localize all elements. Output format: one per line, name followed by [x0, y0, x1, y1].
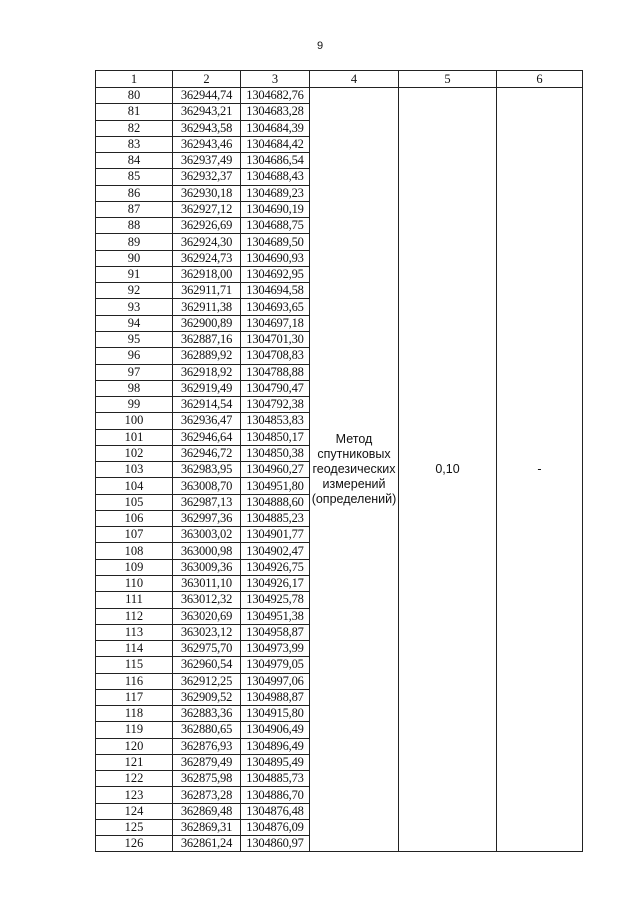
- y-coordinate-cell: 1304792,38: [241, 397, 310, 413]
- x-coordinate-cell: 362946,64: [173, 429, 241, 445]
- x-coordinate-cell: 362983,95: [173, 462, 241, 478]
- y-coordinate-cell: 1304788,88: [241, 364, 310, 380]
- x-coordinate-cell: 362883,36: [173, 706, 241, 722]
- point-number-cell: 120: [96, 738, 173, 754]
- point-number-cell: 126: [96, 836, 173, 852]
- x-coordinate-cell: 362909,52: [173, 689, 241, 705]
- point-number-cell: 106: [96, 510, 173, 526]
- point-number-cell: 104: [96, 478, 173, 494]
- point-number-cell: 93: [96, 299, 173, 315]
- point-number-cell: 122: [96, 771, 173, 787]
- x-coordinate-cell: 363003,02: [173, 527, 241, 543]
- point-number-cell: 97: [96, 364, 173, 380]
- point-number-cell: 92: [96, 283, 173, 299]
- y-coordinate-cell: 1304688,43: [241, 169, 310, 185]
- x-coordinate-cell: 362975,70: [173, 641, 241, 657]
- point-number-cell: 100: [96, 413, 173, 429]
- point-number-cell: 116: [96, 673, 173, 689]
- x-coordinate-cell: 362912,25: [173, 673, 241, 689]
- y-coordinate-cell: 1304683,28: [241, 104, 310, 120]
- x-coordinate-cell: 362873,28: [173, 787, 241, 803]
- point-number-cell: 114: [96, 641, 173, 657]
- x-coordinate-cell: 362861,24: [173, 836, 241, 852]
- x-coordinate-cell: 362924,73: [173, 250, 241, 266]
- point-number-cell: 112: [96, 608, 173, 624]
- x-coordinate-cell: 362879,49: [173, 754, 241, 770]
- method-text-line: измерений: [322, 477, 386, 492]
- y-coordinate-cell: 1304895,49: [241, 754, 310, 770]
- y-coordinate-cell: 1304692,95: [241, 266, 310, 282]
- y-coordinate-cell: 1304790,47: [241, 380, 310, 396]
- y-coordinate-cell: 1304901,77: [241, 527, 310, 543]
- x-coordinate-cell: 362869,48: [173, 803, 241, 819]
- y-coordinate-cell: 1304694,58: [241, 283, 310, 299]
- y-coordinate-cell: 1304973,99: [241, 641, 310, 657]
- point-number-cell: 89: [96, 234, 173, 250]
- y-coordinate-cell: 1304876,09: [241, 819, 310, 835]
- y-coordinate-cell: 1304886,70: [241, 787, 310, 803]
- method-text-line: спутниковых: [317, 447, 391, 462]
- point-number-cell: 107: [96, 527, 173, 543]
- y-coordinate-cell: 1304926,17: [241, 575, 310, 591]
- x-coordinate-cell: 362924,30: [173, 234, 241, 250]
- y-coordinate-cell: 1304888,60: [241, 494, 310, 510]
- y-coordinate-cell: 1304684,42: [241, 136, 310, 152]
- y-coordinate-cell: 1304689,50: [241, 234, 310, 250]
- y-coordinate-cell: 1304979,05: [241, 657, 310, 673]
- y-coordinate-cell: 1304693,65: [241, 299, 310, 315]
- y-coordinate-cell: 1304885,73: [241, 771, 310, 787]
- x-coordinate-cell: 362911,38: [173, 299, 241, 315]
- y-coordinate-cell: 1304850,17: [241, 429, 310, 445]
- method-cell: [310, 88, 399, 852]
- point-number-cell: 99: [96, 397, 173, 413]
- point-number-cell: 123: [96, 787, 173, 803]
- x-coordinate-cell: 362914,54: [173, 397, 241, 413]
- y-coordinate-cell: 1304697,18: [241, 315, 310, 331]
- header-row: [96, 71, 583, 88]
- y-coordinate-cell: 1304876,48: [241, 803, 310, 819]
- y-coordinate-cell: 1304682,76: [241, 88, 310, 104]
- x-coordinate-cell: 363009,36: [173, 559, 241, 575]
- y-coordinate-cell: 1304906,49: [241, 722, 310, 738]
- y-coordinate-cell: 1304885,23: [241, 510, 310, 526]
- point-number-cell: 84: [96, 153, 173, 169]
- x-coordinate-cell: 363011,10: [173, 575, 241, 591]
- point-number-cell: 124: [96, 803, 173, 819]
- point-number-cell: 101: [96, 429, 173, 445]
- y-coordinate-cell: 1304860,97: [241, 836, 310, 852]
- point-number-cell: 83: [96, 136, 173, 152]
- x-coordinate-cell: 362926,69: [173, 218, 241, 234]
- point-number-cell: 82: [96, 120, 173, 136]
- point-number-cell: 85: [96, 169, 173, 185]
- point-number-cell: 91: [96, 266, 173, 282]
- y-coordinate-cell: 1304690,93: [241, 250, 310, 266]
- x-coordinate-cell: 362918,00: [173, 266, 241, 282]
- x-coordinate-cell: 363008,70: [173, 478, 241, 494]
- x-coordinate-cell: 362930,18: [173, 185, 241, 201]
- x-coordinate-cell: 362900,89: [173, 315, 241, 331]
- header-col-5: 5: [399, 71, 497, 88]
- column-6-cell: -: [497, 88, 583, 852]
- precision-cell: 0,10: [399, 88, 497, 852]
- coordinates-table: [95, 70, 583, 852]
- point-number-cell: 105: [96, 494, 173, 510]
- x-coordinate-cell: 362880,65: [173, 722, 241, 738]
- y-coordinate-cell: 1304690,19: [241, 201, 310, 217]
- table-body: [96, 88, 583, 852]
- x-coordinate-cell: 362889,92: [173, 348, 241, 364]
- point-number-cell: 125: [96, 819, 173, 835]
- x-coordinate-cell: 362997,36: [173, 510, 241, 526]
- header-col-2: 2: [173, 71, 241, 88]
- x-coordinate-cell: 362876,93: [173, 738, 241, 754]
- y-coordinate-cell: 1304902,47: [241, 543, 310, 559]
- y-coordinate-cell: 1304686,54: [241, 153, 310, 169]
- x-coordinate-cell: 363020,69: [173, 608, 241, 624]
- point-number-cell: 96: [96, 348, 173, 364]
- x-coordinate-cell: 363012,32: [173, 592, 241, 608]
- y-coordinate-cell: 1304915,80: [241, 706, 310, 722]
- point-number-cell: 121: [96, 754, 173, 770]
- y-coordinate-cell: 1304958,87: [241, 624, 310, 640]
- y-coordinate-cell: 1304951,80: [241, 478, 310, 494]
- point-number-cell: 117: [96, 689, 173, 705]
- method-text-line: (определений): [311, 492, 397, 507]
- point-number-cell: 81: [96, 104, 173, 120]
- method-text-line: Метод: [335, 432, 373, 447]
- point-number-cell: 111: [96, 592, 173, 608]
- point-number-cell: 94: [96, 315, 173, 331]
- point-number-cell: 103: [96, 462, 173, 478]
- x-coordinate-cell: 362911,71: [173, 283, 241, 299]
- point-number-cell: 109: [96, 559, 173, 575]
- point-number-cell: 88: [96, 218, 173, 234]
- point-number-cell: 87: [96, 201, 173, 217]
- x-coordinate-cell: 362919,49: [173, 380, 241, 396]
- point-number-cell: 95: [96, 331, 173, 347]
- x-coordinate-cell: 363023,12: [173, 624, 241, 640]
- page-number: 9: [316, 40, 324, 52]
- point-number-cell: 86: [96, 185, 173, 201]
- header-col-6: 6: [497, 71, 583, 88]
- x-coordinate-cell: 362887,16: [173, 331, 241, 347]
- point-number-cell: 108: [96, 543, 173, 559]
- header-col-1: 1: [96, 71, 173, 88]
- y-coordinate-cell: 1304896,49: [241, 738, 310, 754]
- x-coordinate-cell: 362943,58: [173, 120, 241, 136]
- point-number-cell: 113: [96, 624, 173, 640]
- point-number-cell: 90: [96, 250, 173, 266]
- x-coordinate-cell: 362946,72: [173, 445, 241, 461]
- x-coordinate-cell: 362918,92: [173, 364, 241, 380]
- table-row: [96, 88, 583, 104]
- header-col-4: 4: [310, 71, 399, 88]
- point-number-cell: 80: [96, 88, 173, 104]
- x-coordinate-cell: 362869,31: [173, 819, 241, 835]
- y-coordinate-cell: 1304688,75: [241, 218, 310, 234]
- x-coordinate-cell: 362936,47: [173, 413, 241, 429]
- y-coordinate-cell: 1304988,87: [241, 689, 310, 705]
- point-number-cell: 98: [96, 380, 173, 396]
- y-coordinate-cell: 1304689,23: [241, 185, 310, 201]
- x-coordinate-cell: 363000,98: [173, 543, 241, 559]
- x-coordinate-cell: 362932,37: [173, 169, 241, 185]
- y-coordinate-cell: 1304684,39: [241, 120, 310, 136]
- point-number-cell: 119: [96, 722, 173, 738]
- x-coordinate-cell: 362927,12: [173, 201, 241, 217]
- method-text-line: геодезических: [312, 462, 396, 477]
- point-number-cell: 102: [96, 445, 173, 461]
- point-number-cell: 110: [96, 575, 173, 591]
- y-coordinate-cell: 1304853,83: [241, 413, 310, 429]
- x-coordinate-cell: 362960,54: [173, 657, 241, 673]
- y-coordinate-cell: 1304925,78: [241, 592, 310, 608]
- x-coordinate-cell: 362987,13: [173, 494, 241, 510]
- y-coordinate-cell: 1304926,75: [241, 559, 310, 575]
- y-coordinate-cell: 1304997,06: [241, 673, 310, 689]
- y-coordinate-cell: 1304708,83: [241, 348, 310, 364]
- header-col-3: 3: [241, 71, 310, 88]
- y-coordinate-cell: 1304701,30: [241, 331, 310, 347]
- x-coordinate-cell: 362944,74: [173, 88, 241, 104]
- x-coordinate-cell: 362943,46: [173, 136, 241, 152]
- x-coordinate-cell: 362875,98: [173, 771, 241, 787]
- point-number-cell: 118: [96, 706, 173, 722]
- y-coordinate-cell: 1304951,38: [241, 608, 310, 624]
- y-coordinate-cell: 1304850,38: [241, 445, 310, 461]
- x-coordinate-cell: 362943,21: [173, 104, 241, 120]
- y-coordinate-cell: 1304960,27: [241, 462, 310, 478]
- x-coordinate-cell: 362937,49: [173, 153, 241, 169]
- point-number-cell: 115: [96, 657, 173, 673]
